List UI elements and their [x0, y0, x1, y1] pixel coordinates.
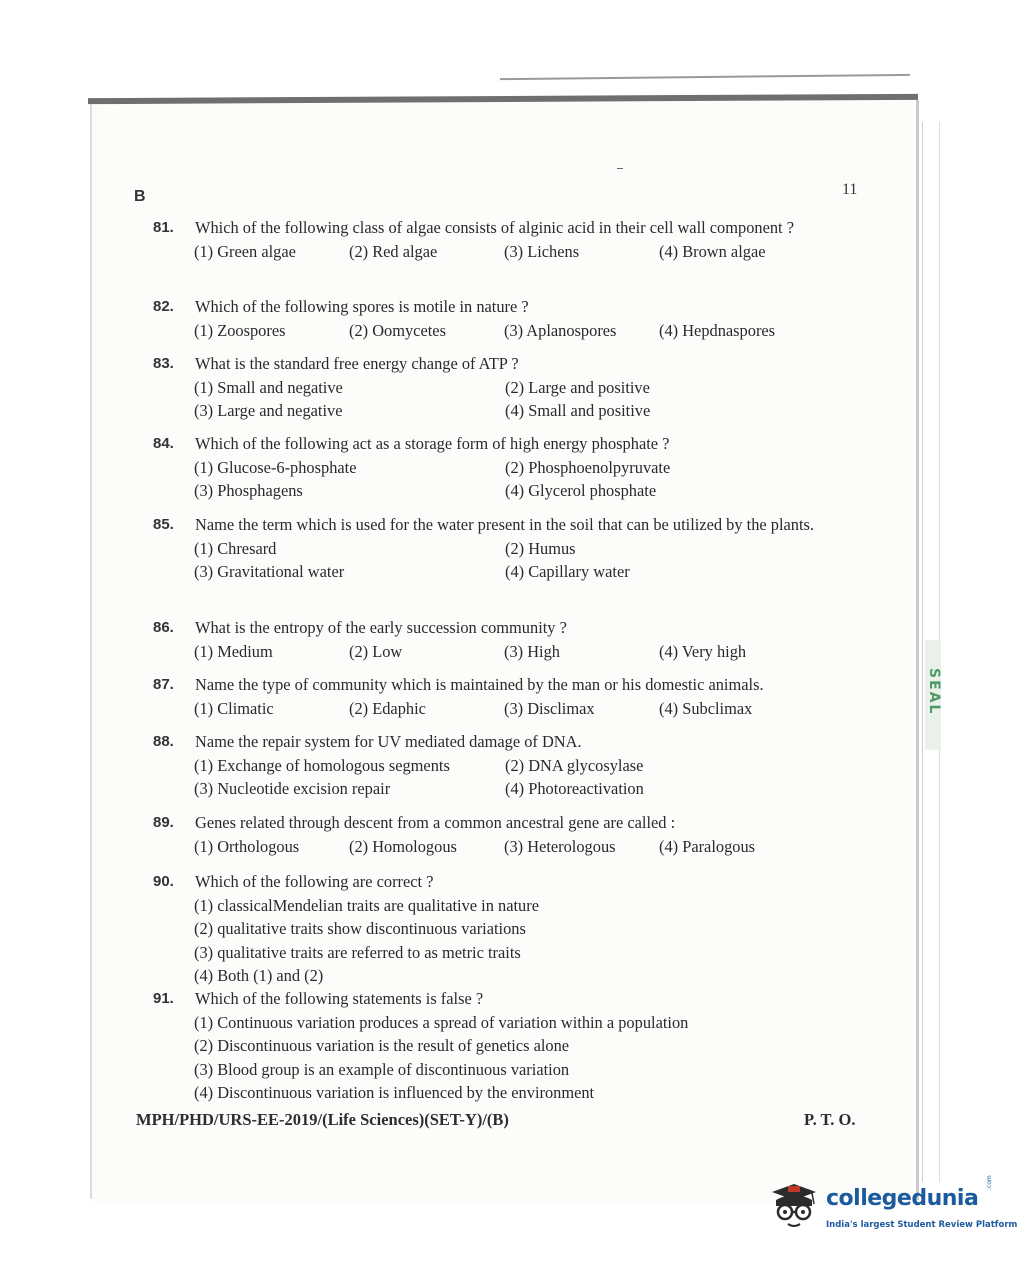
question-text: Which of the following act as a storage form of high energy phosphate ? [195, 434, 670, 453]
question-number: 90. [153, 873, 174, 890]
question-text: Name the type of community which is maintained by the man or his domestic animals. [195, 675, 764, 694]
question-text: Genes related through descent from a common ancestral gene are called : [195, 813, 676, 832]
option-3: (3) Lichens [504, 241, 580, 261]
option-3: (3) Disclimax [504, 698, 595, 718]
option-4: (4) Small and positive [505, 401, 651, 420]
question-83 [153, 352, 858, 423]
options-group [194, 1011, 858, 1105]
question-number: 83. [153, 355, 174, 372]
option-3: (3) qualitative traits are referred to as metric traits [194, 942, 521, 962]
option-2: (2) Oomycetes [349, 320, 446, 340]
question-text: Name the term which is used for the water present in the soil that can be utilized by the plants. [195, 515, 815, 534]
question-84 [153, 432, 858, 503]
question-85 [153, 513, 858, 584]
option-3: (3) Aplanospores [504, 320, 617, 340]
options-group [194, 376, 858, 423]
option-4: (4) Very high [659, 641, 747, 661]
question-82 [153, 295, 858, 342]
option-4: (4) Brown algae [659, 241, 766, 261]
mascot-icon [768, 1182, 820, 1234]
options-group [194, 697, 858, 721]
logo-domain: .com [986, 1175, 993, 1190]
option-2: (2) Discontinuous variation is the result of genetics alone [194, 1036, 570, 1055]
option-4: (4) Photoreactivation [505, 779, 644, 798]
option-2: (2) Edaphic [349, 698, 426, 718]
page-right-edge [916, 100, 919, 1200]
option-1: (1) Zoospores [194, 320, 286, 340]
option-2: (2) Large and positive [505, 377, 650, 397]
option-1: (1) Green algae [194, 241, 296, 261]
options-group [194, 754, 858, 801]
option-1: (1) Orthologous [194, 836, 300, 856]
question-text: Which of the following spores is motile in nature ? [195, 297, 529, 316]
option-4: (4) Paralogous [659, 836, 756, 856]
print-mark [617, 168, 623, 169]
option-3: (3) Large and negative [194, 401, 343, 420]
option-4: (4) Subclimax [659, 698, 753, 718]
question-91 [153, 987, 858, 1105]
question-87 [153, 673, 858, 720]
question-text: What is the standard free energy change of ATP ? [195, 354, 519, 373]
question-number: 81. [153, 219, 174, 236]
option-2: (2) Humus [505, 538, 576, 558]
question-number: 88. [153, 733, 174, 750]
question-number: 86. [153, 619, 174, 636]
option-1: (1) Chresard [194, 538, 277, 558]
option-1: (1) Medium [194, 641, 273, 661]
page-number: 11 [842, 181, 858, 198]
question-81 [153, 216, 858, 263]
option-3: (3) High [504, 641, 560, 661]
question-text: Name the repair system for UV mediated damage of DNA. [195, 732, 582, 751]
option-1: (1) Exchange of homologous segments [194, 755, 450, 775]
question-86 [153, 616, 858, 663]
options-group [194, 537, 858, 584]
option-2: (2) Phosphoenolpyruvate [505, 457, 671, 477]
question-90 [153, 870, 858, 988]
options-group [194, 319, 858, 343]
options-group [194, 835, 858, 859]
option-1: (1) Glucose-6-phosphate [194, 457, 357, 477]
watermark-logo [768, 1175, 1018, 1244]
option-4: (4) Discontinuous variation is influenced by the environment [194, 1083, 595, 1102]
question-text: Which of the following class of algae consists of alginic acid in their cell wall component ? [195, 218, 794, 237]
question-88 [153, 730, 858, 801]
side-seal-text: SEAL [926, 668, 942, 716]
question-number: 89. [153, 814, 174, 831]
options-group [194, 240, 858, 264]
option-4: (4) Capillary water [505, 562, 630, 581]
question-number: 82. [153, 298, 174, 315]
question-text: What is the entropy of the early succession community ? [195, 618, 567, 637]
paper-edge-line [500, 74, 910, 80]
option-4: (4) Both (1) and (2) [194, 966, 324, 985]
option-3: (3) Gravitational water [194, 562, 345, 581]
option-1: (1) Small and negative [194, 377, 343, 397]
option-2: (2) qualitative traits show discontinuous variations [194, 919, 526, 938]
options-group [194, 456, 858, 503]
paper-code: MPH/PHD/URS-EE-2019/(Life Sciences)(SET-Y)/(B) [136, 1110, 509, 1129]
option-2: (2) DNA glycosylase [505, 755, 644, 775]
logo-wordmark: collegedunia [826, 1186, 979, 1211]
option-3: (3) Blood group is an example of discontinuous variation [194, 1059, 570, 1079]
option-2: (2) Low [349, 641, 403, 661]
logo-tagline: India's largest Student Review Platform [826, 1220, 1018, 1230]
option-3: (3) Nucleotide excision repair [194, 779, 391, 798]
option-3: (3) Phosphagens [194, 481, 303, 500]
option-2: (2) Red algae [349, 241, 438, 261]
question-number: 91. [153, 990, 174, 1007]
question-number: 85. [153, 516, 174, 533]
option-1: (1) Climatic [194, 698, 274, 718]
page-left-edge [90, 104, 92, 1199]
question-text: Which of the following are correct ? [195, 872, 434, 891]
option-2: (2) Homologous [349, 836, 457, 856]
options-group [194, 640, 858, 664]
option-4: (4) Glycerol phosphate [505, 481, 657, 500]
question-number: 84. [153, 435, 174, 452]
option-3: (3) Heterologous [504, 836, 616, 856]
option-1: (1) classicalMendelian traits are qualitative in nature [194, 895, 539, 915]
options-group [194, 894, 858, 988]
question-number: 87. [153, 676, 174, 693]
question-text: Which of the following statements is false ? [195, 989, 484, 1008]
question-89 [153, 811, 858, 858]
booklet-series: B [134, 188, 146, 205]
option-4: (4) Hepdnaspores [659, 320, 776, 340]
option-1: (1) Continuous variation produces a spread of variation within a population [194, 1012, 689, 1032]
pto-label: P. T. O. [804, 1110, 856, 1129]
